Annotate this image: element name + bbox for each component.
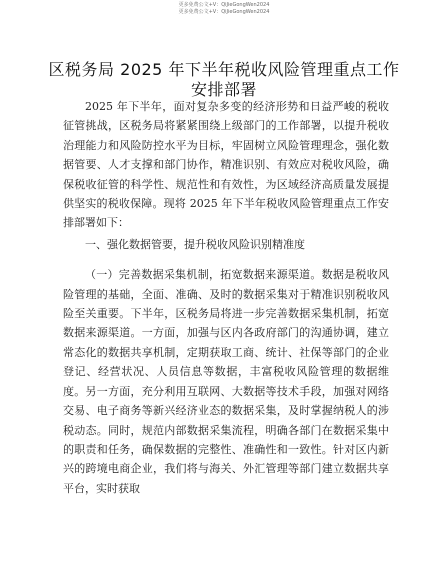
document-title: [40, 60, 408, 100]
intro-paragraph: 2025 年下半年，面对复杂多变的经济形势和日益严峻的税收征管挑战，区税务局将紧紧围绕上级部门的工作部署，以提升税收治理能力和风险防控水平为目标，牢固树立风险管理理念，强化数据管要、人才支撑和部门协作，精准识别、有效应对税收风险，确保税收征管的科学性、规范性和有效性，为区域经济高质量发展提供坚实的税收保障。现将 2025 年下半年税收风险管理重点工作安排部署如下：: [63, 100, 389, 230]
document-body: [63, 97, 389, 498]
watermark: [0, 2, 448, 16]
section-1-heading: 一、强化数据管要，提升税收风险识别精准度: [85, 237, 305, 251]
watermark-line-2: 更多免费公文+V：QiJieGongWen2024: [178, 9, 270, 15]
watermark-line-1: 更多免费公文+V：QiJieGongWen2024: [178, 2, 270, 8]
document-title-line-1: 区税务局 2025 年下半年税收风险管理重点工作: [48, 60, 400, 79]
document-title-line-2: 安排部署: [190, 80, 257, 99]
section-1-paragraph-1: （一）完善数据采集机制，拓宽数据来源渠道。数据是税收风险管理的基础，全面、准确、及时的数据采集对于精准识别税收风险至关重要。下半年，区税务局将进一步完善数据采集机制，拓宽数据来源渠道。一方面，加强与区内各政府部门的沟通协调，建立常态化的数据共享机制，定期获取工商、统计、社保等部门的企业登记、经营状况、人员信息等数据，丰富税收风险管理的数据维度。另一方面，充分利用互联网、大数据等技术手段，加强对网络交易、电子商务等新兴经济业态的数据采集，及时掌握纳税人的涉税动态。同时，规范内部数据采集流程，明确各部门在数据采集中的职责和任务，确保数据的完整性、准确性和一致性。针对区内新兴的跨境电商企业，我们将与海关、外汇管理等部门建立数据共享平台，实时获取: [63, 268, 389, 495]
paragraph-gap: [63, 256, 389, 265]
